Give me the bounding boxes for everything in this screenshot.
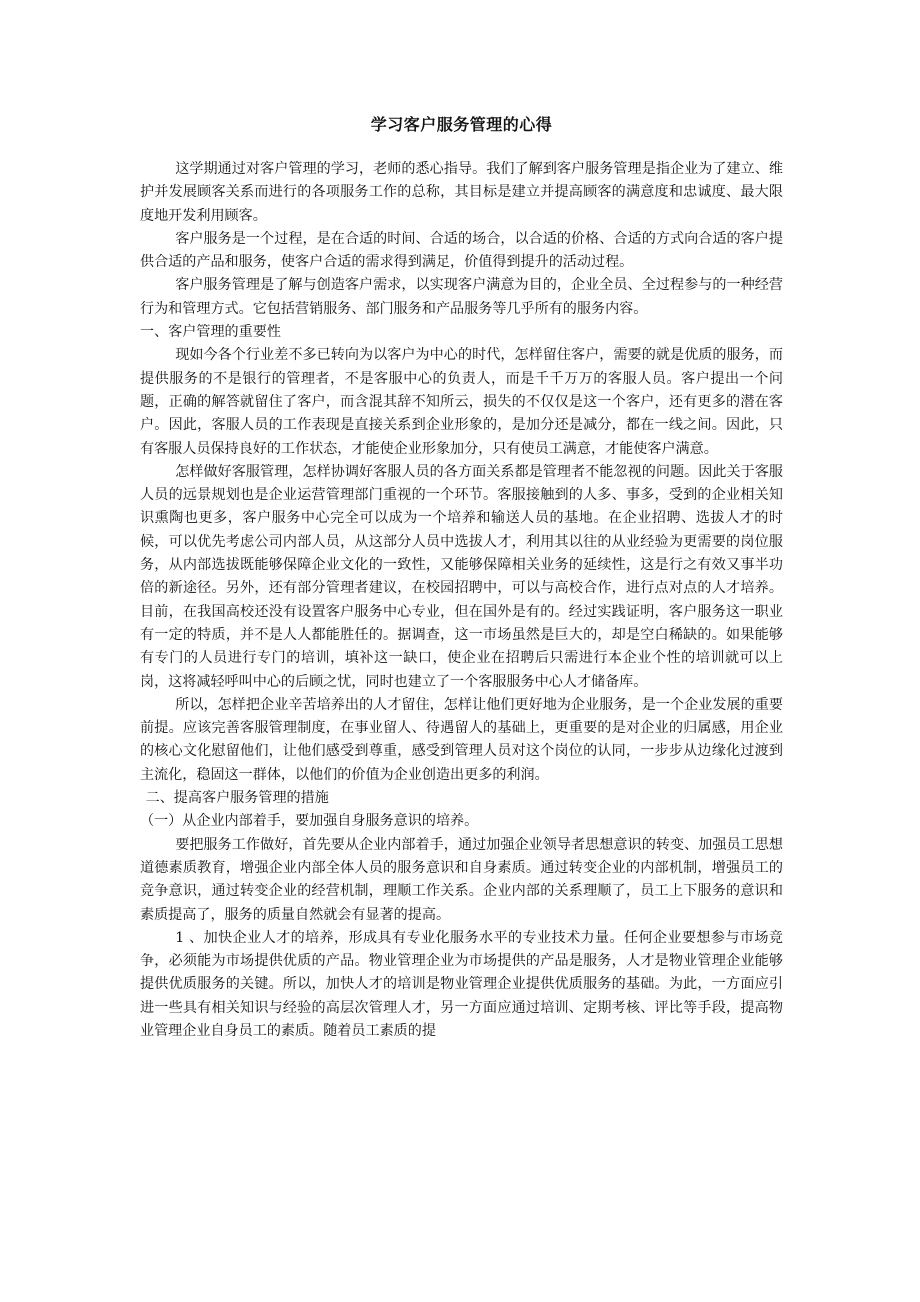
document-title: 学习客户服务管理的心得 bbox=[370, 115, 553, 134]
paragraph-talent-training: 1 、加快企业人才的培养，形成具有专业化服务水平的专业技术力量。任何企业要想参与市场竞争，必须能为市场提供优质的产品。物业管理企业为市场提供的产品是服务，人才是物业管理企业能够提供优质服务的关键。所以，加快人才的培训是物业管理企业提供优质服务的基础。为此，一方面应引进一些具有相关知识与经验的高层次管理人才，另一方面应通过培训、定期考核、评比等手段，提高物业管理企业自身员工的素质。随着员工素质的提 bbox=[140, 929, 783, 1039]
paragraph-service-management: 客户服务管理是了解与创造客户需求，以实现客户满意为目的，企业全员、全过程参与的一种经营行为和管理方式。它包括营销服务、部门服务和产品服务等几乎所有的服务内容。 bbox=[140, 277, 783, 317]
paragraph-internal: 要把服务工作做好，首先要从企业内部着手，通过加强企业领导者思想意识的转变、加强员工思想道德素质教育，增强企业内部全体人员的服务意识和自身素质。通过转变企业的内部机制，增强员工的竞争意识，通过转变企业的经营机制，理顺工作关系。企业内部的关系理顺了，员工上下服务的意识和素质提高了，服务的质量自然就会有显著的提高。 bbox=[140, 836, 783, 923]
paragraph-intro: 这学期通过对客户管理的学习，老师的悉心指导。我们了解到客户服务管理是指企业为了建立、维护并发展顾客关系而进行的各项服务工作的总称，其目标是建立并提高顾客的满意度和忠诚度、最大限度地开发利用顾客。 bbox=[140, 161, 783, 224]
paragraph-service-definition: 客户服务是一个过程，是在合适的时间、合适的场合，以合适的价格、合适的方式向合适的客户提供合适的产品和服务，使客户合适的需求得到满足，价值得到提升的活动过程。 bbox=[140, 230, 783, 271]
subsection-heading-1: （一）从企业内部着手，要加强自身服务意识的培养。 bbox=[140, 813, 479, 830]
document-page bbox=[140, 114, 783, 1043]
section-heading-2: 二、提高客户服务管理的措施 bbox=[145, 790, 329, 807]
paragraph-retention: 所以，怎样把企业辛苦培养出的人才留住，怎样让他们更好地为企业服务，是一个企业发展的重要前提。应该完善客服管理制度，在事业留人、待遇留人的基础上，更重要的是对企业的归属感，用企业的核心文化慰留他们，让他们感受到尊重，感受到管理人员对这个岗位的认同，一步步从边缘化过渡到主流化，稳固这一群体，以他们的价值为企业创造出更多的利润。 bbox=[140, 696, 783, 783]
paragraph-importance: 现如今各个行业差不多已转向为以客户为中心的时代，怎样留住客户，需要的就是优质的服务，而提供服务的不是银行的管理者，不是客服中心的负责人，而是千千万万的客服人员。客户提出一个问题，正确的解答就留住了客户，而含混其辞不知所云，损失的不仅仅是这一个客户，还有更多的潜在客户。因此，客服人员的工作表现是直接关系到企业形象的，是加分还是减分，都在一线之间。因此，只有客服人员保持良好的工作状态，才能使企业形象加分，只有使员工满意，才能使客户满意。 bbox=[140, 347, 783, 457]
section-heading-1: 一、客户管理的重要性 bbox=[140, 324, 281, 341]
paragraph-staff-planning: 怎样做好客服管理，怎样协调好客服人员的各方面关系都是管理者不能忽视的问题。因此关于客服人员的远景规划也是企业运营管理部门重视的一个环节。客服接触到的人多、事多，受到的企业相关知识熏陶也更多，客户服务中心完全可以成为一个培养和输送人员的基地。在企业招聘、选拔人才的时候，可以优先考虑公司内部人员，从这部分人员中选拔人才，利用其以往的从业经验为更需要的岗位服务，从内部选拔既能够保障企业文化的一致性，又能够保障相关业务的延续性，这是行之有效又事半功倍的新途径。另外，还有部分管理者建议，在校园招聘中，可以与高校合作，进行点对点的人才培养。目前，在我国高校还没有设置客户服务中心专业，但在国外是有的。经过实践证明，客户服务这一职业有一定的特质，并不是人人都能胜任的。据调查，这一市场虽然是巨大的，却是空白稀缺的。如果能够有专门的人员进行专门的培训，填补这一缺口，使企业在招聘后只需进行本企业个性的培训就可以上岗，这将减轻呼叫中心的后顾之忧，同时也建立了一个客服服务中心人才储备库。 bbox=[140, 463, 783, 690]
